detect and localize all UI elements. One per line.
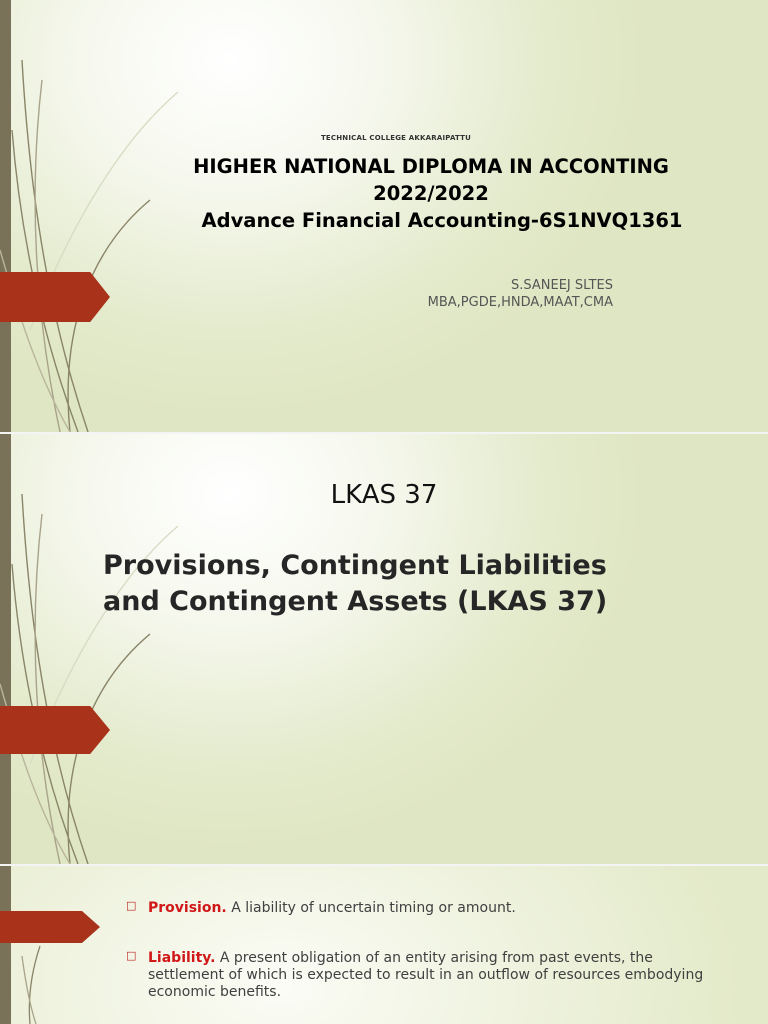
square-bullet-icon: □ [126,949,137,962]
course-title: Advance Financial Accounting-6S1NVQ1361 [201,209,683,232]
square-bullet-icon: □ [126,899,137,912]
author-qualifications: MBA,PGDE,HNDA,MAAT,CMA [427,295,613,310]
standard-title-line2: and Contingent Assets (LKAS 37) [103,586,608,617]
definition-body: A liability of uncertain timing or amount. [231,900,516,916]
standard-title-line1: Provisions, Contingent Liabilities [103,550,607,581]
definition-item [126,900,726,917]
definition-body: A present obligation of an entity arising from past events, the settlement of which is expected to result in an outflow of resources embodying economic benefits. [148,950,704,1000]
red-arrow-shape [0,706,110,754]
definition-text [148,950,726,1001]
definition-item [126,950,726,1001]
definition-term: Provision. [148,900,227,916]
definition-text [148,900,726,917]
definitions-slide [0,866,768,1024]
college-name: TECHNICAL COLLEGE AKKARAIPATTU [320,134,472,142]
diploma-title: HIGHER NATIONAL DIPLOMA IN ACCONTING [193,155,669,178]
author-name: S.SANEEJ SLTES [510,278,613,293]
red-arrow-shape [0,911,100,943]
topic-slide [0,434,768,864]
standard-title [103,548,723,620]
academic-year: 2022/2022 [373,182,489,205]
standard-heading: LKAS 37 [330,480,438,510]
definition-term: Liability. [148,950,216,966]
title-slide [0,0,768,432]
red-arrow-shape [0,272,110,322]
decorative-swirl-lines [0,866,120,1024]
